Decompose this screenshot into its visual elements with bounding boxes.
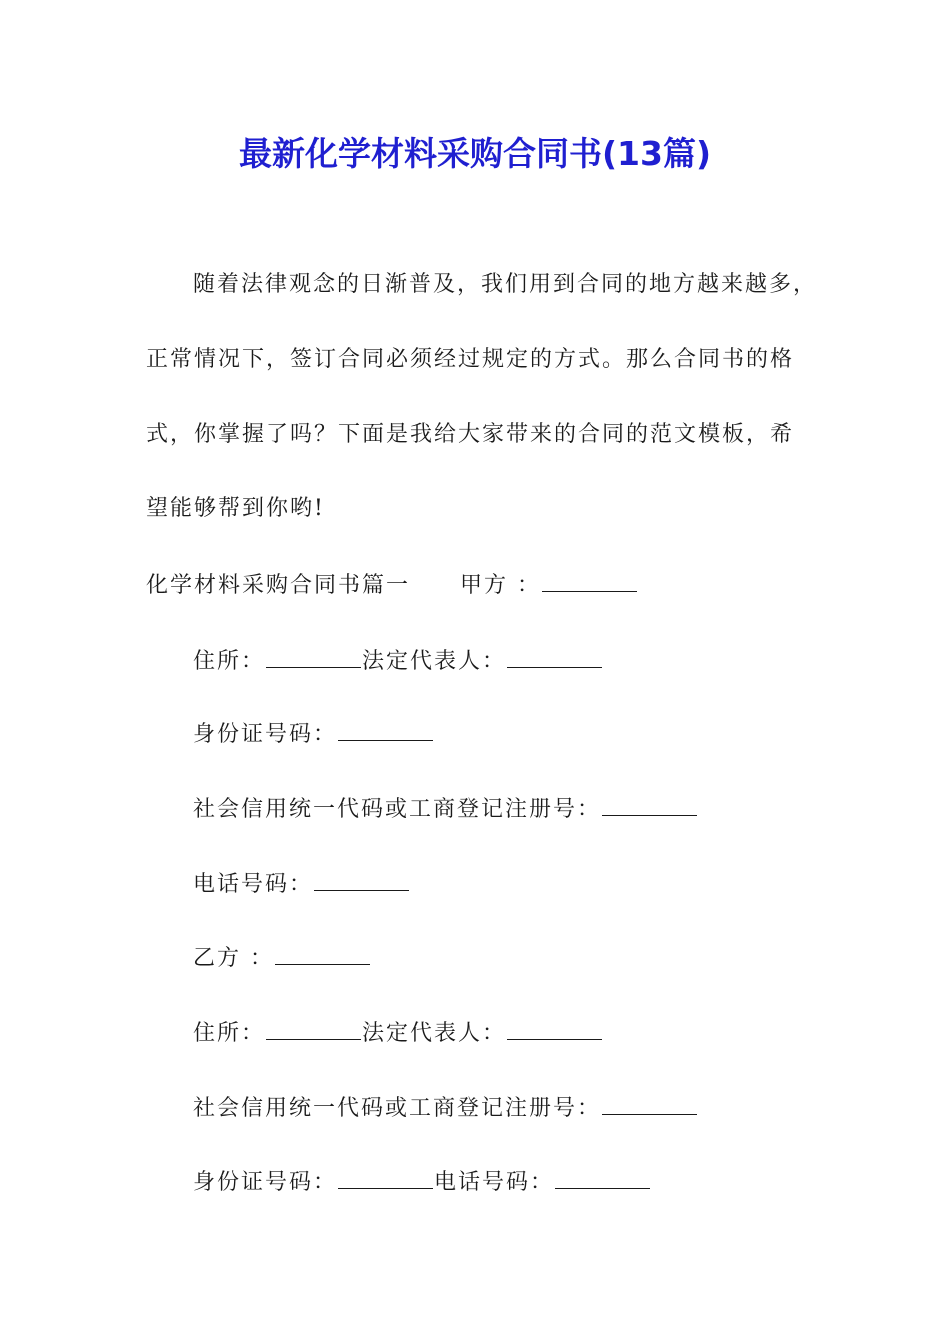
party-b-address-row bbox=[193, 1017, 603, 1049]
party-a-id-blank bbox=[338, 718, 433, 741]
section-heading: 化学材料采购合同书篇一 bbox=[146, 573, 411, 598]
party-a-label: 甲方 ： bbox=[460, 573, 542, 598]
legal-rep-label: 法定代表人： bbox=[362, 649, 507, 674]
party-a-blank bbox=[542, 569, 637, 592]
intro-line-4: 望能够帮到你哟! bbox=[146, 496, 325, 521]
party-a-phone-row bbox=[193, 868, 410, 900]
address-label: 住所： bbox=[193, 649, 266, 674]
id-label: 身份证号码： bbox=[193, 1170, 338, 1195]
party-b-address-blank bbox=[266, 1017, 361, 1040]
party-a-credit-code-blank bbox=[602, 793, 697, 816]
party-b-id-blank bbox=[338, 1166, 433, 1189]
party-b-legal-rep-blank bbox=[507, 1017, 602, 1040]
party-b-blank bbox=[275, 942, 370, 965]
phone-label: 电话号码： bbox=[434, 1170, 555, 1195]
party-b-phone-blank bbox=[555, 1166, 650, 1189]
section-heading-row bbox=[146, 569, 638, 601]
party-b-credit-code-row bbox=[193, 1092, 698, 1124]
intro-line-1: 随着法律观念的日渐普及，我们用到合同的地方越来越多， bbox=[193, 272, 818, 297]
party-a-phone-blank bbox=[314, 868, 409, 891]
party-b-label: 乙方 ： bbox=[193, 946, 274, 971]
party-b-row bbox=[193, 942, 371, 974]
party-a-credit-code-row bbox=[193, 793, 698, 825]
document-title: 最新化学材料采购合同书(13篇) bbox=[238, 134, 712, 173]
id-label: 身份证号码： bbox=[193, 722, 338, 747]
party-a-address-row bbox=[193, 645, 603, 677]
credit-code-label: 社会信用统一代码或工商登记注册号： bbox=[193, 1096, 602, 1121]
intro-line-2: 正常情况下，签订合同必须经过规定的方式。那么合同书的格 bbox=[146, 347, 795, 372]
intro-line-3: 式，你掌握了吗？下面是我给大家带来的合同的范文模板，希 bbox=[146, 422, 795, 447]
party-a-legal-rep-blank bbox=[507, 645, 602, 668]
address-label: 住所： bbox=[193, 1021, 266, 1046]
party-b-credit-code-blank bbox=[602, 1092, 697, 1115]
party-b-id-phone-row bbox=[193, 1166, 651, 1198]
credit-code-label: 社会信用统一代码或工商登记注册号： bbox=[193, 797, 602, 822]
party-a-address-blank bbox=[266, 645, 361, 668]
legal-rep-label: 法定代表人： bbox=[362, 1021, 507, 1046]
party-a-id-row bbox=[193, 718, 434, 750]
phone-label: 电话号码： bbox=[193, 872, 314, 897]
